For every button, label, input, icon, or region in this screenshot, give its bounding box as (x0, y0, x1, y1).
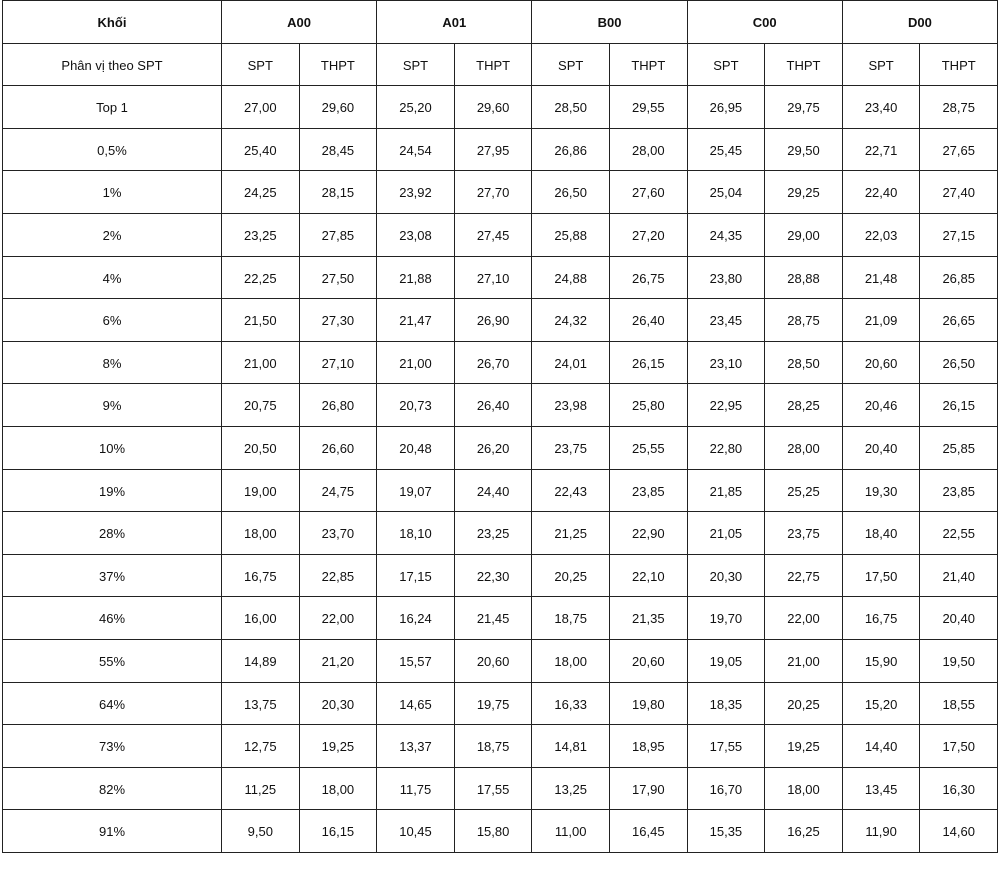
score-cell: 25,40 (222, 128, 300, 171)
score-cell: 19,07 (377, 469, 455, 512)
percentile-header: Phân vị theo SPT (3, 43, 222, 86)
sub-header-spt: SPT (377, 43, 455, 86)
score-cell: 23,85 (920, 469, 998, 512)
score-cell: 28,75 (765, 299, 843, 342)
score-cell: 16,75 (222, 554, 300, 597)
sub-header-thpt: THPT (454, 43, 532, 86)
score-cell: 24,75 (299, 469, 377, 512)
row-label-cell: 19% (3, 469, 222, 512)
score-cell: 21,85 (687, 469, 765, 512)
score-cell: 17,50 (842, 554, 920, 597)
score-cell: 23,75 (532, 426, 610, 469)
score-cell: 23,10 (687, 341, 765, 384)
score-cell: 26,20 (454, 426, 532, 469)
score-cell: 29,60 (299, 86, 377, 129)
table-row (3, 767, 998, 810)
score-cell: 19,50 (920, 639, 998, 682)
score-cell: 27,10 (299, 341, 377, 384)
score-cell: 19,30 (842, 469, 920, 512)
score-cell: 23,75 (765, 512, 843, 555)
score-cell: 27,60 (610, 171, 688, 214)
score-cell: 24,88 (532, 256, 610, 299)
score-cell: 17,50 (920, 725, 998, 768)
score-cell: 12,75 (222, 725, 300, 768)
score-cell: 11,75 (377, 767, 455, 810)
score-cell: 25,25 (765, 469, 843, 512)
score-cell: 22,71 (842, 128, 920, 171)
score-cell: 20,25 (765, 682, 843, 725)
score-cell: 14,89 (222, 639, 300, 682)
score-cell: 26,15 (610, 341, 688, 384)
score-cell: 18,10 (377, 512, 455, 555)
score-cell: 24,35 (687, 213, 765, 256)
score-cell: 15,57 (377, 639, 455, 682)
score-cell: 21,48 (842, 256, 920, 299)
score-cell: 24,40 (454, 469, 532, 512)
score-cell: 22,10 (610, 554, 688, 597)
score-cell: 20,25 (532, 554, 610, 597)
score-cell: 28,75 (920, 86, 998, 129)
score-cell: 22,40 (842, 171, 920, 214)
score-cell: 23,08 (377, 213, 455, 256)
score-cell: 13,37 (377, 725, 455, 768)
score-cell: 25,20 (377, 86, 455, 129)
group-header-b00: B00 (532, 1, 687, 44)
score-cell: 18,00 (299, 767, 377, 810)
score-cell: 29,00 (765, 213, 843, 256)
score-cell: 14,81 (532, 725, 610, 768)
score-cell: 15,20 (842, 682, 920, 725)
score-cell: 13,45 (842, 767, 920, 810)
score-cell: 14,60 (920, 810, 998, 853)
table-row (3, 597, 998, 640)
score-cell: 22,95 (687, 384, 765, 427)
row-label-cell: 8% (3, 341, 222, 384)
score-cell: 23,70 (299, 512, 377, 555)
score-cell: 26,60 (299, 426, 377, 469)
score-cell: 10,45 (377, 810, 455, 853)
table-row (3, 256, 998, 299)
score-cell: 27,70 (454, 171, 532, 214)
score-cell: 17,90 (610, 767, 688, 810)
table-body (3, 86, 998, 853)
sub-header-thpt: THPT (765, 43, 843, 86)
row-label-cell: 28% (3, 512, 222, 555)
score-cell: 18,00 (222, 512, 300, 555)
group-header-c00: C00 (687, 1, 842, 44)
score-cell: 20,40 (842, 426, 920, 469)
score-cell: 19,80 (610, 682, 688, 725)
score-cell: 27,10 (454, 256, 532, 299)
score-cell: 18,55 (920, 682, 998, 725)
score-cell: 18,75 (454, 725, 532, 768)
score-cell: 22,25 (222, 256, 300, 299)
score-cell: 26,70 (454, 341, 532, 384)
score-cell: 26,40 (454, 384, 532, 427)
score-cell: 23,40 (842, 86, 920, 129)
score-cell: 20,30 (687, 554, 765, 597)
score-cell: 19,25 (299, 725, 377, 768)
score-cell: 28,00 (765, 426, 843, 469)
table-row (3, 554, 998, 597)
group-header-d00: D00 (842, 1, 997, 44)
score-cell: 21,35 (610, 597, 688, 640)
table-row (3, 810, 998, 853)
sub-header-spt: SPT (842, 43, 920, 86)
score-cell: 22,85 (299, 554, 377, 597)
score-cell: 26,86 (532, 128, 610, 171)
score-cell: 26,50 (532, 171, 610, 214)
score-cell: 22,30 (454, 554, 532, 597)
score-cell: 26,50 (920, 341, 998, 384)
sub-header-spt: SPT (532, 43, 610, 86)
row-label-cell: 0,5% (3, 128, 222, 171)
score-cell: 13,75 (222, 682, 300, 725)
score-cell: 29,50 (765, 128, 843, 171)
score-cell: 24,25 (222, 171, 300, 214)
row-label-cell: 4% (3, 256, 222, 299)
score-cell: 20,60 (610, 639, 688, 682)
score-cell: 28,50 (765, 341, 843, 384)
score-cell: 19,75 (454, 682, 532, 725)
score-cell: 19,70 (687, 597, 765, 640)
score-cell: 22,75 (765, 554, 843, 597)
score-cell: 27,50 (299, 256, 377, 299)
score-cell: 16,30 (920, 767, 998, 810)
sub-header-thpt: THPT (299, 43, 377, 86)
score-cell: 11,00 (532, 810, 610, 853)
score-cell: 22,55 (920, 512, 998, 555)
table-row (3, 299, 998, 342)
score-cell: 21,45 (454, 597, 532, 640)
sub-header-spt: SPT (687, 43, 765, 86)
score-cell: 25,80 (610, 384, 688, 427)
score-cell: 21,47 (377, 299, 455, 342)
score-cell: 20,60 (842, 341, 920, 384)
khoi-header: Khối (3, 1, 222, 44)
score-cell: 23,45 (687, 299, 765, 342)
row-label-cell: 64% (3, 682, 222, 725)
score-cell: 18,40 (842, 512, 920, 555)
score-cell: 28,15 (299, 171, 377, 214)
score-cell: 20,48 (377, 426, 455, 469)
score-cell: 27,40 (920, 171, 998, 214)
group-header-a01: A01 (377, 1, 532, 44)
score-cell: 28,00 (610, 128, 688, 171)
table-row (3, 639, 998, 682)
score-cell: 21,50 (222, 299, 300, 342)
row-label-cell: Top 1 (3, 86, 222, 129)
score-cell: 18,00 (765, 767, 843, 810)
table-row (3, 725, 998, 768)
score-cell: 20,50 (222, 426, 300, 469)
score-cell: 23,80 (687, 256, 765, 299)
score-cell: 25,85 (920, 426, 998, 469)
score-cell: 29,25 (765, 171, 843, 214)
score-cell: 24,32 (532, 299, 610, 342)
score-cell: 28,50 (532, 86, 610, 129)
score-cell: 16,25 (765, 810, 843, 853)
score-cell: 26,40 (610, 299, 688, 342)
score-cell: 15,35 (687, 810, 765, 853)
table-row (3, 384, 998, 427)
score-cell: 21,05 (687, 512, 765, 555)
score-cell: 23,85 (610, 469, 688, 512)
score-cell: 19,05 (687, 639, 765, 682)
group-header-row (3, 1, 998, 44)
table-row (3, 213, 998, 256)
score-cell: 21,40 (920, 554, 998, 597)
score-cell: 22,80 (687, 426, 765, 469)
row-label-cell: 46% (3, 597, 222, 640)
table-row (3, 86, 998, 129)
percentile-score-table (2, 0, 998, 853)
score-cell: 23,25 (454, 512, 532, 555)
score-cell: 21,09 (842, 299, 920, 342)
score-cell: 20,73 (377, 384, 455, 427)
score-cell: 16,00 (222, 597, 300, 640)
score-cell: 21,20 (299, 639, 377, 682)
score-cell: 13,25 (532, 767, 610, 810)
score-cell: 26,65 (920, 299, 998, 342)
score-cell: 27,65 (920, 128, 998, 171)
score-cell: 22,00 (299, 597, 377, 640)
table-row (3, 171, 998, 214)
score-cell: 23,98 (532, 384, 610, 427)
table-row (3, 128, 998, 171)
score-cell: 25,55 (610, 426, 688, 469)
score-cell: 18,00 (532, 639, 610, 682)
score-cell: 26,85 (920, 256, 998, 299)
score-cell: 26,15 (920, 384, 998, 427)
score-cell: 16,33 (532, 682, 610, 725)
score-cell: 21,00 (222, 341, 300, 384)
score-cell: 27,45 (454, 213, 532, 256)
score-cell: 22,03 (842, 213, 920, 256)
score-cell: 20,40 (920, 597, 998, 640)
score-cell: 16,45 (610, 810, 688, 853)
score-cell: 20,30 (299, 682, 377, 725)
score-cell: 27,85 (299, 213, 377, 256)
sub-header-thpt: THPT (920, 43, 998, 86)
score-cell: 25,04 (687, 171, 765, 214)
score-cell: 16,75 (842, 597, 920, 640)
row-label-cell: 2% (3, 213, 222, 256)
score-cell: 21,25 (532, 512, 610, 555)
row-label-cell: 55% (3, 639, 222, 682)
score-cell: 18,75 (532, 597, 610, 640)
score-cell: 18,95 (610, 725, 688, 768)
score-cell: 16,15 (299, 810, 377, 853)
score-cell: 17,55 (687, 725, 765, 768)
score-cell: 11,25 (222, 767, 300, 810)
score-cell: 24,54 (377, 128, 455, 171)
score-cell: 23,92 (377, 171, 455, 214)
group-header-a00: A00 (222, 1, 377, 44)
score-cell: 16,70 (687, 767, 765, 810)
score-cell: 22,43 (532, 469, 610, 512)
score-cell: 26,75 (610, 256, 688, 299)
score-cell: 15,90 (842, 639, 920, 682)
table-row (3, 469, 998, 512)
score-cell: 24,01 (532, 341, 610, 384)
row-label-cell: 10% (3, 426, 222, 469)
score-cell: 19,00 (222, 469, 300, 512)
score-cell: 25,45 (687, 128, 765, 171)
row-label-cell: 9% (3, 384, 222, 427)
score-cell: 20,75 (222, 384, 300, 427)
score-cell: 21,00 (377, 341, 455, 384)
sub-header-spt: SPT (222, 43, 300, 86)
score-cell: 27,00 (222, 86, 300, 129)
table-row (3, 341, 998, 384)
score-cell: 21,00 (765, 639, 843, 682)
score-cell: 11,90 (842, 810, 920, 853)
score-cell: 16,24 (377, 597, 455, 640)
score-cell: 14,40 (842, 725, 920, 768)
score-cell: 22,90 (610, 512, 688, 555)
score-cell: 26,80 (299, 384, 377, 427)
score-cell: 20,46 (842, 384, 920, 427)
score-cell: 9,50 (222, 810, 300, 853)
row-label-cell: 37% (3, 554, 222, 597)
score-cell: 21,88 (377, 256, 455, 299)
sub-header-row (3, 43, 998, 86)
score-cell: 27,30 (299, 299, 377, 342)
score-cell: 27,15 (920, 213, 998, 256)
score-cell: 23,25 (222, 213, 300, 256)
score-cell: 20,60 (454, 639, 532, 682)
score-cell: 29,60 (454, 86, 532, 129)
row-label-cell: 82% (3, 767, 222, 810)
row-label-cell: 1% (3, 171, 222, 214)
table-row (3, 426, 998, 469)
score-cell: 29,75 (765, 86, 843, 129)
score-cell: 25,88 (532, 213, 610, 256)
row-label-cell: 73% (3, 725, 222, 768)
row-label-cell: 6% (3, 299, 222, 342)
score-cell: 22,00 (765, 597, 843, 640)
score-cell: 15,80 (454, 810, 532, 853)
score-cell: 29,55 (610, 86, 688, 129)
score-cell: 26,95 (687, 86, 765, 129)
score-cell: 18,35 (687, 682, 765, 725)
score-cell: 27,20 (610, 213, 688, 256)
score-cell: 17,15 (377, 554, 455, 597)
row-label-cell: 91% (3, 810, 222, 853)
score-cell: 28,88 (765, 256, 843, 299)
score-cell: 27,95 (454, 128, 532, 171)
table-row (3, 682, 998, 725)
table-row (3, 512, 998, 555)
sub-header-thpt: THPT (610, 43, 688, 86)
score-cell: 19,25 (765, 725, 843, 768)
score-cell: 28,25 (765, 384, 843, 427)
score-cell: 28,45 (299, 128, 377, 171)
score-cell: 26,90 (454, 299, 532, 342)
score-cell: 14,65 (377, 682, 455, 725)
score-cell: 17,55 (454, 767, 532, 810)
